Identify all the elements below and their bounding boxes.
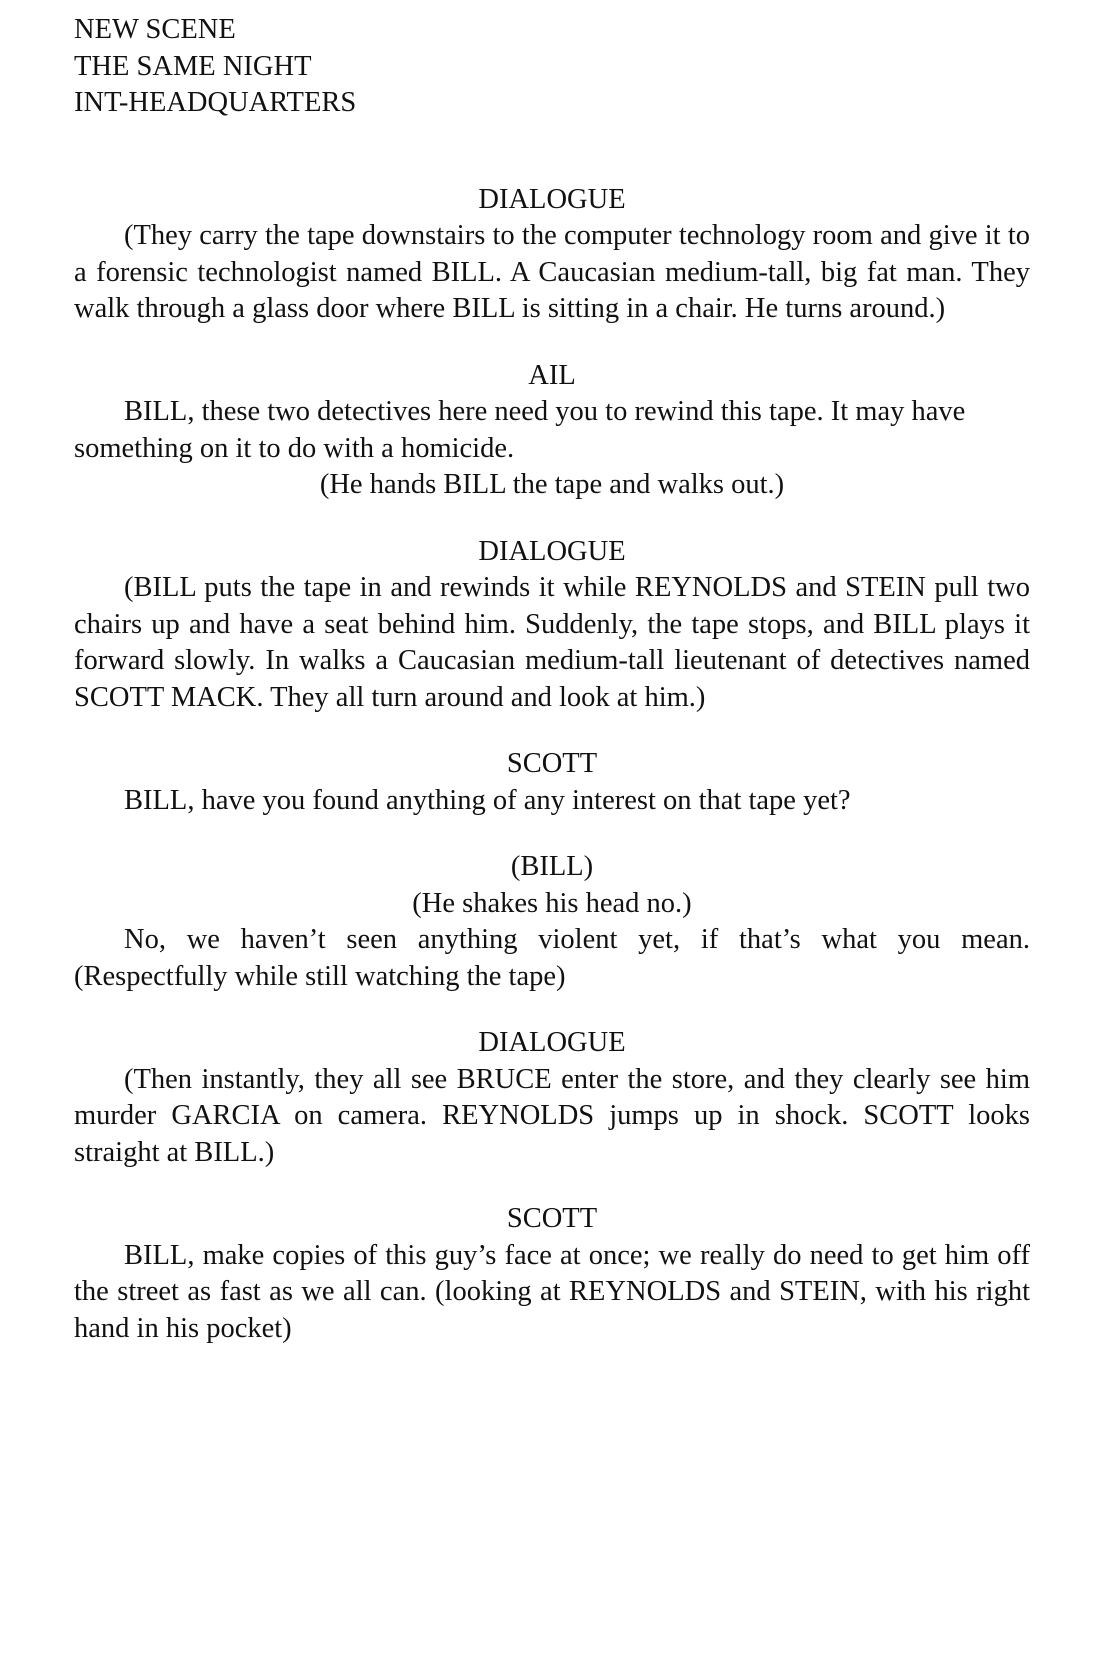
dialogue-block: [74, 358, 1030, 504]
dialogue-block: [74, 1025, 1030, 1171]
parenthetical: (He shakes his head no.): [412, 887, 692, 919]
dialogue-block: [74, 534, 1030, 717]
speaker-name: SCOTT: [506, 748, 598, 779]
scene-heading-line: INT-HEADQUARTERS: [74, 87, 357, 118]
block-paragraph: (BILL puts the tape in and rewinds it while REYNOLDS and STEIN pull two chairs up and have a seat behind him. Suddenly, the tape stops, and BILL plays it forward slowly. In walks a Caucasian medium-tall lieutenant of detectives named SCOTT MACK. They all turn around and look at him.): [74, 572, 1030, 713]
speaker-name: AIL: [528, 359, 576, 391]
block-paragraph: (They carry the tape downstairs to the computer technology room and give it to a forensic technologist named BILL. A Caucasian medium-tall, big fat man. They walk through a glass door where BILL is sitting in a chair. He turns around.): [74, 220, 1030, 324]
dialogue-block: [74, 746, 1030, 819]
speaker-name: (BILL): [510, 851, 594, 882]
speaker-name: SCOTT: [506, 1203, 598, 1234]
speaker-name: DIALOGUE: [478, 535, 626, 567]
scene-heading-line: NEW SCENE: [74, 14, 236, 45]
dialogue-block: [74, 182, 1030, 328]
block-paragraph: (Then instantly, they all see BRUCE enter the store, and they clearly see him murder GARCIA on camera. REYNOLDS jumps up in shock. SCOTT looks straight at BILL.): [74, 1063, 1030, 1168]
dialogue-block: [74, 849, 1030, 995]
parenthetical: (He hands BILL the tape and walks out.): [319, 469, 785, 500]
scene-heading-line: THE SAME NIGHT: [74, 50, 312, 82]
block-paragraph: BILL, make copies of this guy’s face at once; we really do need to get him off the street as fast as we all can. (looking at REYNOLDS and STEIN, with his right hand in his pocket): [74, 1239, 1030, 1344]
block-paragraph: BILL, these two detectives here need you to rewind this tape. It may have something on it to do with a homicide.: [74, 396, 966, 464]
block-paragraph: BILL, have you found anything of any interest on that tape yet?: [124, 784, 851, 816]
speaker-name: DIALOGUE: [478, 1027, 626, 1058]
scene-heading: [74, 12, 1030, 122]
script-page: [74, 12, 1030, 1377]
block-paragraph: No, we haven’t seen anything violent yet, if that’s what you mean. (Respectfully while still watching the tape): [74, 924, 1030, 992]
dialogue-block: [74, 1201, 1030, 1347]
speaker-name: DIALOGUE: [478, 183, 626, 215]
